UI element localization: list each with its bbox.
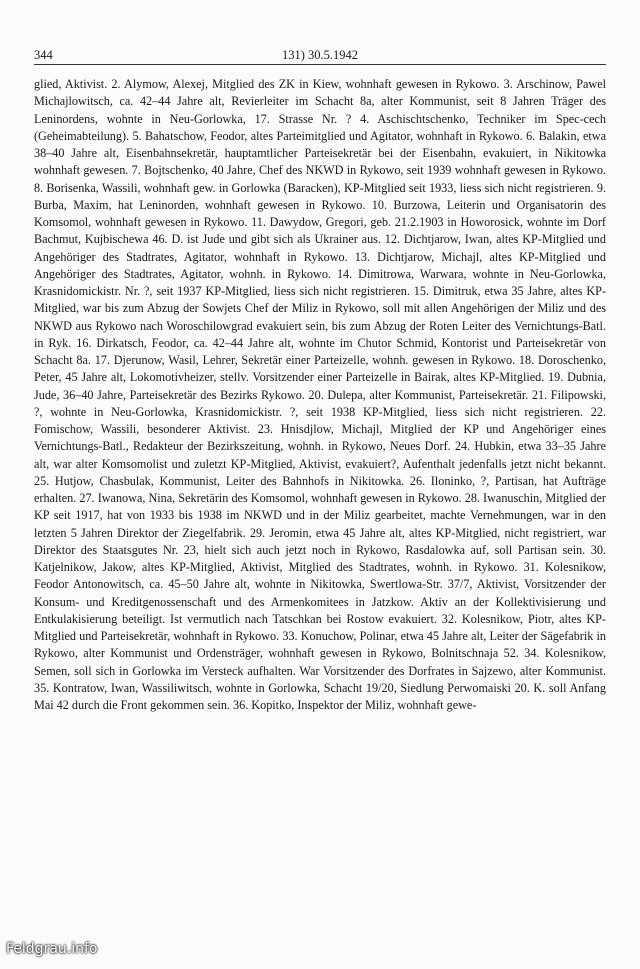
page-number: 344 (34, 48, 53, 62)
body-paragraph: glied, Aktivist. 2. Alymow, Alexej, Mitglied des ZK in Kiew, wohnhaft gewesen in Rykowo. 3. Arschinow, Pawel Michajlowitsch, ca. 42–44 Jahre alt, Revierleiter im Schacht 8a, alter Kommunist, seit 8 Jahren Träger des Leninordens, wohnte in Neu-Gorlowka, 17. Strasse Nr. ? 4. Aschischtschenko, Techniker im Spec-cech (Geheimabteilung). 5. Bahatschow, Feodor, altes Parteimitglied und Agitator, wohnhaft in Rykowo. 6. Balakin, etwa 38–40 Jahre alt, Eisenbahnsekretär, hauptamtlicher Parteisekretär bei der Eisenbahn, evakuiert, in Nikitowka wohnhaft gewesen. 7. Bojtschenko, 40 Jahre, Chef des NKWD in Rykowo, seit 1939 wohnhaft gewesen in Rykowo. 8. Borisenka, Wassili, wohnhaft gew. in Gorlowka (Baracken), KP-Mitglied seit 1933, liess sich nicht registrieren. 9. Burba, Maxim, hat Leninorden, wohnhaft gewesen in Rykowo. 10. Burzowa, Leiterin und Organisatorin des Komsomol, wohnhaft gewesen in Rykowo. 11. Dawydow, Gregori, geb. 21.2.1903 in Howorosick, wohnte im Dorf Bachmut, Kujbischewa 46. D. ist Jude und gibt sich als Ukrainer aus. 12. Dichtjarow, Iwan, altes KP-Mitglied und Angehöriger des Stadtrates, Agitator, wohnhaft in Rykowo. 13. Dichtjarow, Michajl, altes KP-Mitglied und Angehöriger des Stadtrates, Agitator, wohnh. in Rykowo. 14. Dimitrowa, Warwara, wohnte in Neu-Gorlowka, Krasnidomickistr. Nr. ?, seit 1937 KP-Mitglied, liess sich nicht registrieren. 15. Dimitruk, etwa 35 Jahre, altes KP-Mitglied, war bis zum Abzug der Sowjets Chef der Miliz in Rykowo, soll mit allen Angehörigen der Miliz und des NKWD aus Rykowo nach Woroschilowgrad evakuiert sein, bis zum Abzug der Roten Leiter des Vernichtungs-Batl. in Ryk. 16. Dirkatsch, Feodor, ca. 42–44 Jahre alt, wohnte im Chutor Schmid, Kontorist und Parteisekretär von Schacht 8a. 17. Djerunow, Wasil, Lehrer, Sekretär einer Parteizelle, wohnh. gewesen in Rykowo. 18. Doroschenko, Peter, 45 Jahre alt, Lokomotivheizer, stellv. Vorsitzender einer Parteizelle in Bairak, altes KP-Mitglied. 19. Dubnia, Jude, 36–40 Jahre, Parteisekretär des Bezirks Rykowo. 20. Dulepa, alter Kommunist, Parteisekretär. 21. Filipowski, ?, wohnte in Neu-Gorlowka, Krasnidomickistr. ?, seit 1938 KP-Mitglied, liess sich nicht registrieren. 22. Fomischow, Wassili, besonderer Aktivist. 23. Hnisdjlow, Michajl, Mitglied der KP und Angehöriger eines Vernichtungs-Batl., Redakteur der Bezirkszeitung, wohnh. in Rykowo, Neues Dorf. 24. Hubkin, etwa 33–35 Jahre alt, war alter Komsomolist und zuletzt KP-Mitglied, Aktivist, evakuiert?, Aufenthalt jedenfalls jetzt nicht bekannt. 25. Hutjow, Chasbulak, Kommunist, Leiter des Bahnhofs in Nikitowka. 26. Iloninko, ?, Partisan, hat Aufträge erhalten. 27. Iwanowa, Nina, Sekretärin des Komsomol, wohnhaft gewesen in Rykowo. 28. Iwanuschin, Mitglied der KP seit 1917, hat von 1933 bis 1938 im NKWD und in der Miliz gearbeitet, machte Vernehmungen, war in den letzten 5 Jahren Direktor der Ziegelfabrik. 29. Jeromin, etwa 45 Jahre alt, altes KP-Mitglied, nicht registriert, war Direktor des Staatsgutes Nr. 23, hielt sich auch jetzt noch in Rykowo, Rasdalowka auf, soll Partisan sein. 30. Katjelnikow, Jakow, altes KP-Mitglied, Aktivist, Mitglied des Stadtrates, wohnh. in Rykowo. 31. Kolesnikow, Feodor Antonowitsch, ca. 45–50 Jahre alt, wohnte in Nikitowka, Swertlowa-Str. 37/7, Aktivist, Vorsitzender der Konsum- und Kreditgenossenschaft und des Armenkomitees in Jatzkow. Aktiv an der Kollektivisierung und Entkulakisierung beteiligt. Ist vermutlich nach Tatschkan bei Rostow evakuiert. 32. Kolesnikow, Piotr, altes KP-Mitglied und Parteisekretär, wohnhaft in Rykowo. 33. Konuchow, Polinar, etwa 45 Jahre alt, Leiter der Sägefabrik in Rykowo, alter Kommunist und Ordensträger, wohnhaft gewesen in Rykowo, Bolnitschnaja 52. 34. Kolesnikow, Semen, soll sich in Gorlowka im Versteck aufhalten. War Vorsitzender des Dorfrates in Sajzewo, alter Kommunist. 35. Kontratow, Iwan, Wassiliwitsch, wohnte in Gorlowka, Schacht 19/20, Siedlung Perwomaiski 20. K. soll Anfang Mai 42 durch die Front gekommen sein. 36. Kopitko, Inspektor der Miliz, wohnhaft gewe- (34, 77, 606, 712)
watermark: Feldgrau.info (6, 941, 98, 957)
running-title: 131) 30.5.1942 (281, 48, 359, 62)
page-header (34, 48, 606, 65)
document-body (34, 76, 606, 714)
